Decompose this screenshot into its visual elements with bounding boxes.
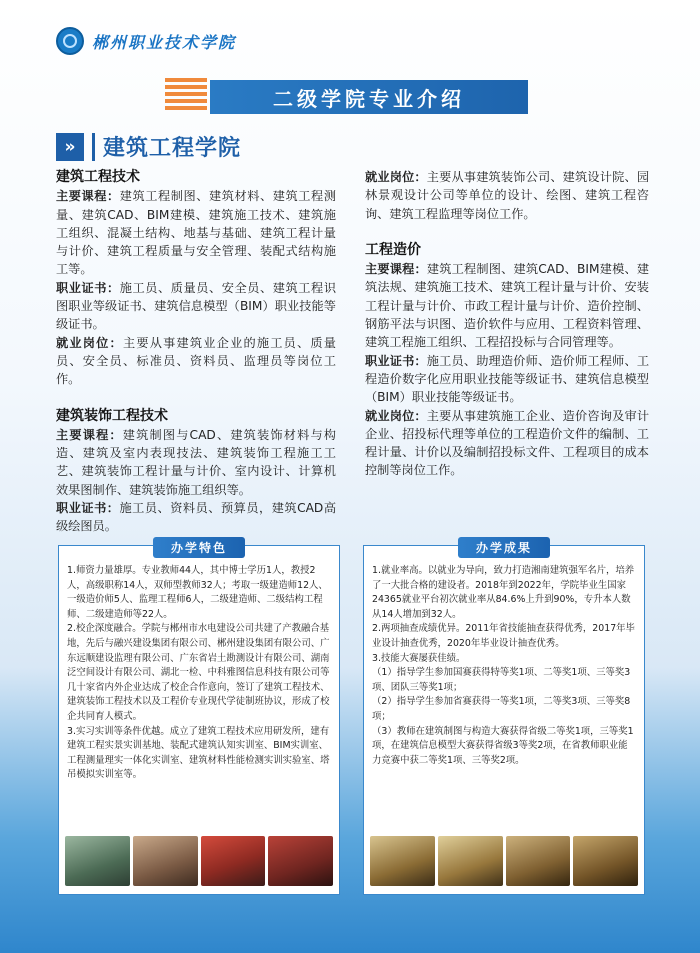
major-courses: 主要课程：建筑工程制图、建筑CAD、BIM建模、建筑法规、建筑施工技术、建筑工程计量与计价、安装工程计量与计价、市政工程计量与计价、造价控制、钢筋平法与识图、造价软件与应用、工程资料管理、建筑工程施工组织、工程招投标与合同管理等。: [365, 262, 650, 350]
achievement-item: （2）指导学生参加省赛获得一等奖1项，二等奖3项、三等奖8项；: [372, 696, 631, 722]
header: [56, 28, 236, 54]
page-title: 二级学院专业介绍: [273, 86, 465, 111]
photo-training: [65, 836, 130, 886]
feature-item: 2.校企深度融合。学院与郴州市水电建设公司共建了产教融合基地，先后与融兴建设集团有限公司、郴州建设集团有限公司、广东远顺建设监理有限公司、广东省岩土勘测设计有限公司、湖南泛空间设计有限公司、湖北一检、中科雅图信息科技有限公司等几十家省内外企业达成了校企合作意向，签订了建筑工程技术、建筑装饰工程技术以及工程价专业现代学徒制班协议，形成了校企共同育人模式。: [67, 623, 330, 722]
school-name: 郴州职业技术学院: [92, 32, 237, 52]
photo-certificates: [506, 836, 571, 886]
achievements-title: 办学成果: [458, 537, 550, 558]
major-certificates: 职业证书：施工员、资料员、预算员，建筑CAD高级绘图员。: [56, 501, 337, 534]
photo-trophies: [370, 836, 435, 886]
major-jobs: 就业岗位：主要从事建筑施工企业、造价咨询及审计企业、招投标代理等单位的工程造价文件的编制、工程计量、计价以及编制招投标文件、工程项目的成本控制等岗位工作。: [365, 408, 650, 478]
features-photo-strip: [65, 836, 333, 886]
major-jobs: 就业岗位：主要从事建筑业企业的施工员、质量员、安全员、标准员、资料员、监理员等岗位工作。: [56, 335, 336, 387]
achievement-item: （3）教师在建筑制图与构造大赛获得省级二等奖1项，三等奖1项，在建筑信息模型大赛获得省级3等奖2项，在省教师职业能力竞赛中获二等奖1项、三等奖2项。: [372, 725, 634, 766]
photo-ceremony: [201, 836, 266, 886]
achievement-item: （1）指导学生参加国赛获得特等奖1项、二等奖1项、三等奖3项、团队三等奖1项；: [372, 667, 631, 693]
achievements-box: [363, 541, 645, 895]
major-title: 建筑装饰工程技术: [56, 407, 168, 424]
college-heading: [56, 131, 241, 162]
feature-item: 3.实习实训等条件优越。成立了建筑工程技术应用研发所，建有建筑工程实景实训基地、装配式建筑认知实训室、BIM实训室、工程测量理实一体化实训室、建筑材料性能检测实训实验室、塔吊模拟实训室等。: [67, 725, 330, 781]
right-column: [365, 168, 649, 480]
left-column: [56, 168, 336, 536]
double-chevron-icon: »: [56, 133, 84, 161]
major-title: 工程造价: [365, 241, 421, 258]
page-title-banner: [210, 80, 528, 114]
features-box: [58, 541, 340, 895]
feature-item: 1.师资力量雄厚。专业教师44人，其中博士学历1人，教授2人，高级职称14人，双师型教师32人；考取一级建造师12人、一级造价师5人、监理工程师6人，二级建造师、二级结构工程师、二级建造师等22人。: [67, 565, 328, 620]
features-text: [67, 564, 331, 783]
photo-signing: [268, 836, 333, 886]
major-jobs: 就业岗位：主要从事建筑装饰公司、建筑设计院、园林景观设计公司等单位的设计、绘图、建筑工程咨询、建筑工程监理等岗位工作。: [365, 170, 650, 221]
major-section: [56, 407, 336, 536]
achievements-text: [372, 564, 636, 768]
major-title: 建筑工程技术: [56, 169, 140, 185]
major-section: [365, 241, 649, 480]
major-courses: 主要课程：建筑工程制图、建筑材料、建筑工程测量、建筑CAD、BIM建模、建筑施工技术、建筑施工组织、混凝土结构、地基与基础、建筑工程计量与计价、建筑工程质量与安全管理、装配式结构施工等。: [56, 189, 337, 277]
stripes-decoration: [165, 78, 207, 116]
photo-awards: [438, 836, 503, 886]
features-title: 办学特色: [153, 537, 245, 558]
achievement-item: 1.就业率高。以就业为导向，致力打造湘南建筑强军名片，培养了一大批合格的建设者。2018年到2022年，学院毕业生国家24365就业平台初次就业率从84.6%上升到90%，专升本人数从14人增加到32人。: [372, 565, 635, 620]
achievement-item: 3.技能大赛屡获佳绩。: [372, 652, 466, 664]
major-section: [56, 168, 336, 389]
major-courses: 主要课程：建筑制图与CAD、建筑装饰材料与构造、建筑及室内表现技法、建筑装饰工程施工工艺、建筑装饰工程计量与计价、室内设计、计算机效果图制作、建筑装饰施工组织等。: [56, 427, 336, 497]
photo-plaques: [573, 836, 638, 886]
major-certificates: 职业证书：施工员、助理造价师、造价师工程师、工程造价数字化应用职业技能等级证书、建筑信息模型（BIM）职业技能等级证书。: [365, 353, 650, 405]
school-logo-icon: [56, 27, 84, 55]
achievements-photo-strip: [370, 836, 638, 886]
heading-divider: [92, 133, 95, 161]
major-certificates: 职业证书：施工员、质量员、安全员、建筑工程识图职业等级证书、建筑信息模型（BIM）职业技能等级证书。: [56, 280, 337, 332]
photo-classroom: [133, 836, 198, 886]
achievement-item: 2.两项抽查成绩优异。2011年省技能抽查获得优秀，2017年毕业设计抽查优秀，2020年毕业设计抽查优秀。: [372, 623, 635, 649]
college-name: 建筑工程学院: [103, 136, 242, 161]
